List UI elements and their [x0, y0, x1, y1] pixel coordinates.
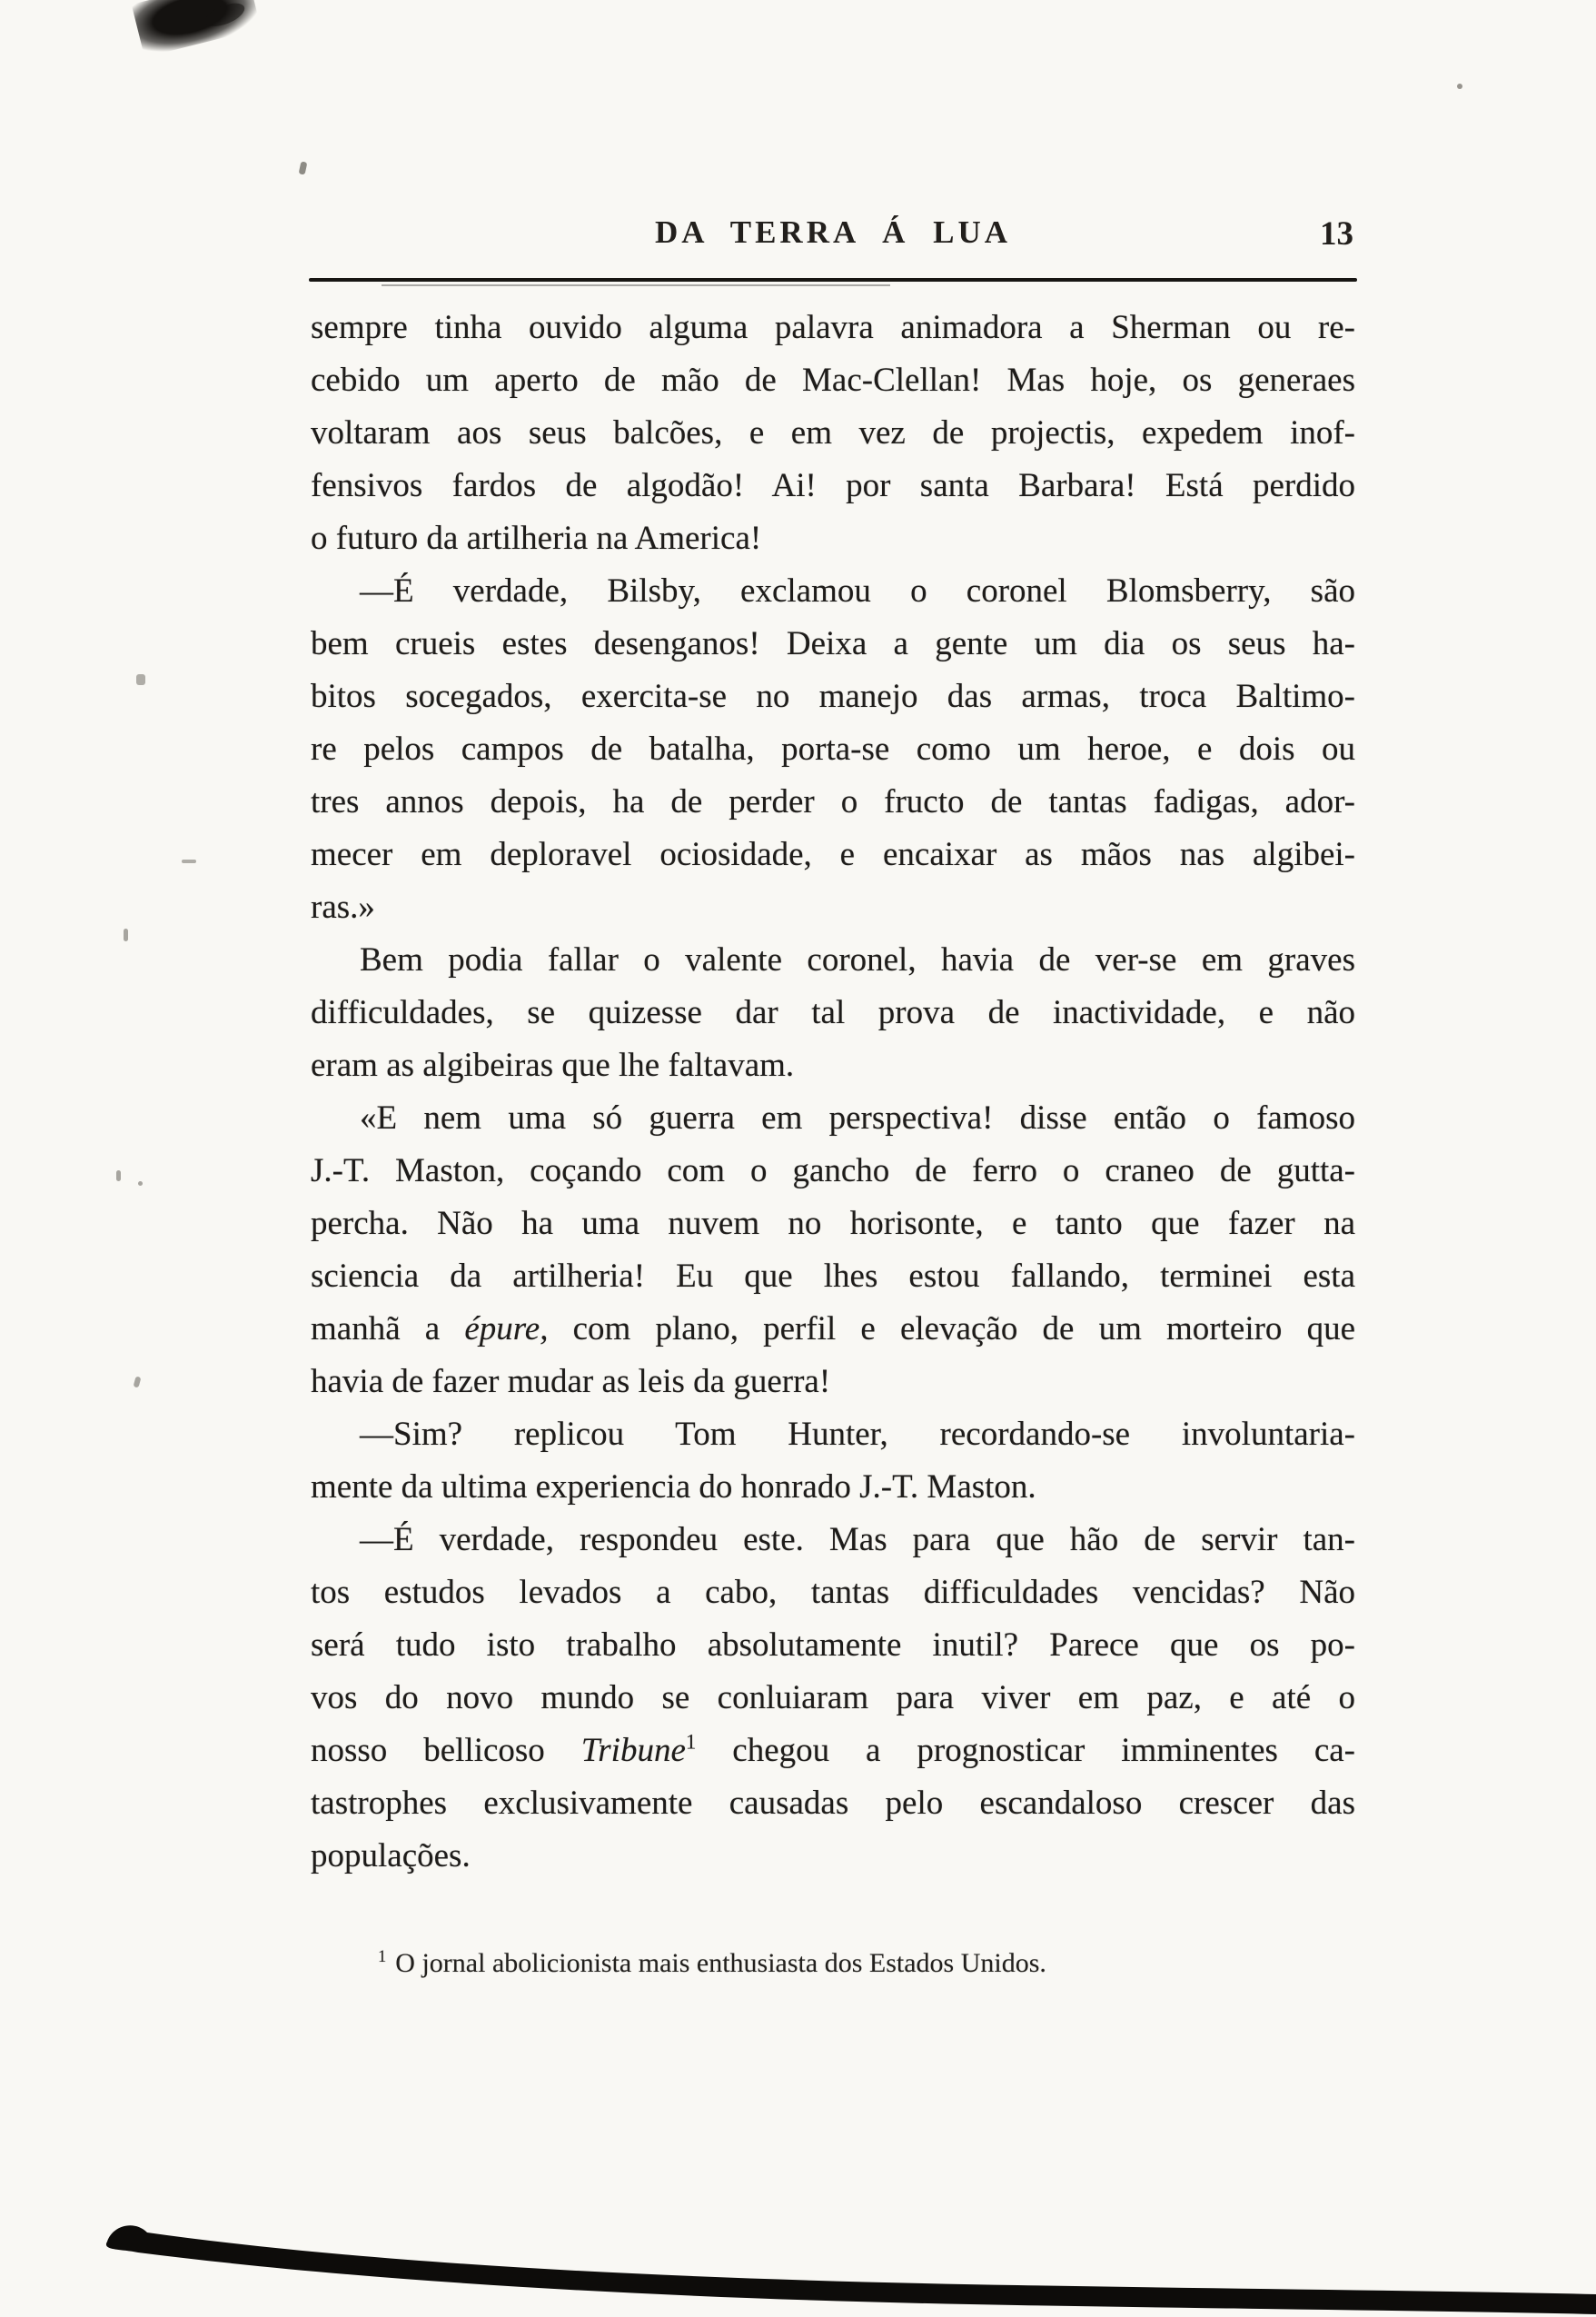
running-title: DA TERRA Á LUA: [655, 214, 1011, 250]
header-rule: [309, 278, 1357, 282]
text-line: bitos socegados, exercita-se no manejo das armas, troca Baltimo-: [311, 678, 1355, 715]
text-line: «E nem uma só guerra em perspectiva! disse então o famoso: [360, 1099, 1355, 1137]
scan-speck: [138, 1181, 143, 1186]
text-line: J.-T. Maston, coçando com o gancho de ferro o craneo de gutta-: [311, 1152, 1355, 1189]
text-line: re pelos campos de batalha, porta-se como um heroe, e dois ou: [311, 731, 1355, 768]
text-line: havia de fazer mudar as leis da guerra!: [311, 1363, 831, 1400]
ink-smudge-artifact: [132, 0, 262, 57]
text-line: sciencia da artilheria! Eu que lhes estou fallando, terminei esta: [311, 1258, 1355, 1295]
page-number: 13: [1320, 215, 1353, 253]
text-line: vos do novo mundo se conluiaram para viver em paz, e até o: [311, 1679, 1355, 1716]
text-line: sempre tinha ouvido alguma palavra animadora a Sherman ou re-: [311, 309, 1355, 346]
scan-speck: [134, 1376, 142, 1387]
text-line: o futuro da artilheria na America!: [311, 520, 762, 557]
scan-speck: [182, 860, 196, 863]
text-line: difficuldades, se quizesse dar tal prova de inactividade, e não: [311, 994, 1355, 1031]
footnote-text: O jornal abolicionista mais enthusiasta dos Estados Unidos.: [395, 1948, 1046, 1978]
scan-speck: [136, 674, 145, 685]
scan-speck: [124, 929, 128, 941]
text-line: tastrophes exclusivamente causadas pelo escandaloso crescer das: [311, 1785, 1355, 1822]
text-line: mente da ultima experiencia do honrado J.-T. Maston.: [311, 1468, 1036, 1506]
header-rule-echo: [382, 284, 890, 286]
text-line: populações.: [311, 1837, 471, 1874]
text-line: —É verdade, respondeu este. Mas para que hão de servir tan-: [360, 1521, 1355, 1558]
footnote: [378, 1944, 1359, 1983]
text-line: voltaram aos seus balcões, e em vez de projectis, expedem inof-: [311, 414, 1355, 452]
scan-speck: [299, 161, 308, 174]
page-edge-shadow-artifact: [0, 2194, 1596, 2317]
text-line: —É verdade, Bilsby, exclamou o coronel Blomsberry, são: [360, 572, 1355, 610]
text-line: manhã a épure, com plano, perfil e elevação de um morteiro que: [311, 1310, 1355, 1347]
text-line: Bem podia fallar o valente coronel, havia de ver-se em graves: [360, 941, 1355, 979]
page-header: [311, 214, 1355, 264]
text-line: eram as algibeiras que lhe faltavam.: [311, 1047, 795, 1084]
text-line: percha. Não ha uma nuvem no horisonte, e tanto que fazer na: [311, 1205, 1355, 1242]
text-line: ras.»: [311, 889, 375, 926]
text-line: bem crueis estes desenganos! Deixa a gente um dia os seus ha-: [311, 625, 1355, 662]
text-line: mecer em deploravel ociosidade, e encaixar as mãos nas algibei-: [311, 836, 1355, 873]
text-line: tos estudos levados a cabo, tantas difficuldades vencidas? Não: [311, 1574, 1355, 1611]
text-line: cebido um aperto de mão de Mac-Clellan! Mas hoje, os generaes: [311, 362, 1355, 399]
text-line: fensivos fardos de algodão! Ai! por santa Barbara! Está perdido: [311, 467, 1355, 504]
text-line: tres annos depois, ha de perder o fructo de tantas fadigas, ador-: [311, 783, 1355, 820]
text-line: nosso bellicoso Tribune$^1$ chegou a prognosticar imminentes ca-: [311, 1730, 1355, 1769]
scan-speck: [116, 1170, 121, 1181]
page-body: [311, 302, 1355, 1883]
text-line: será tudo isto trabalho absolutamente inutil? Parece que os po-: [311, 1626, 1355, 1664]
footnote-marker: 1: [378, 1947, 387, 1966]
scan-speck: [1457, 84, 1462, 89]
text-line: —Sim? replicou Tom Hunter, recordando-se involuntaria-: [360, 1416, 1355, 1453]
